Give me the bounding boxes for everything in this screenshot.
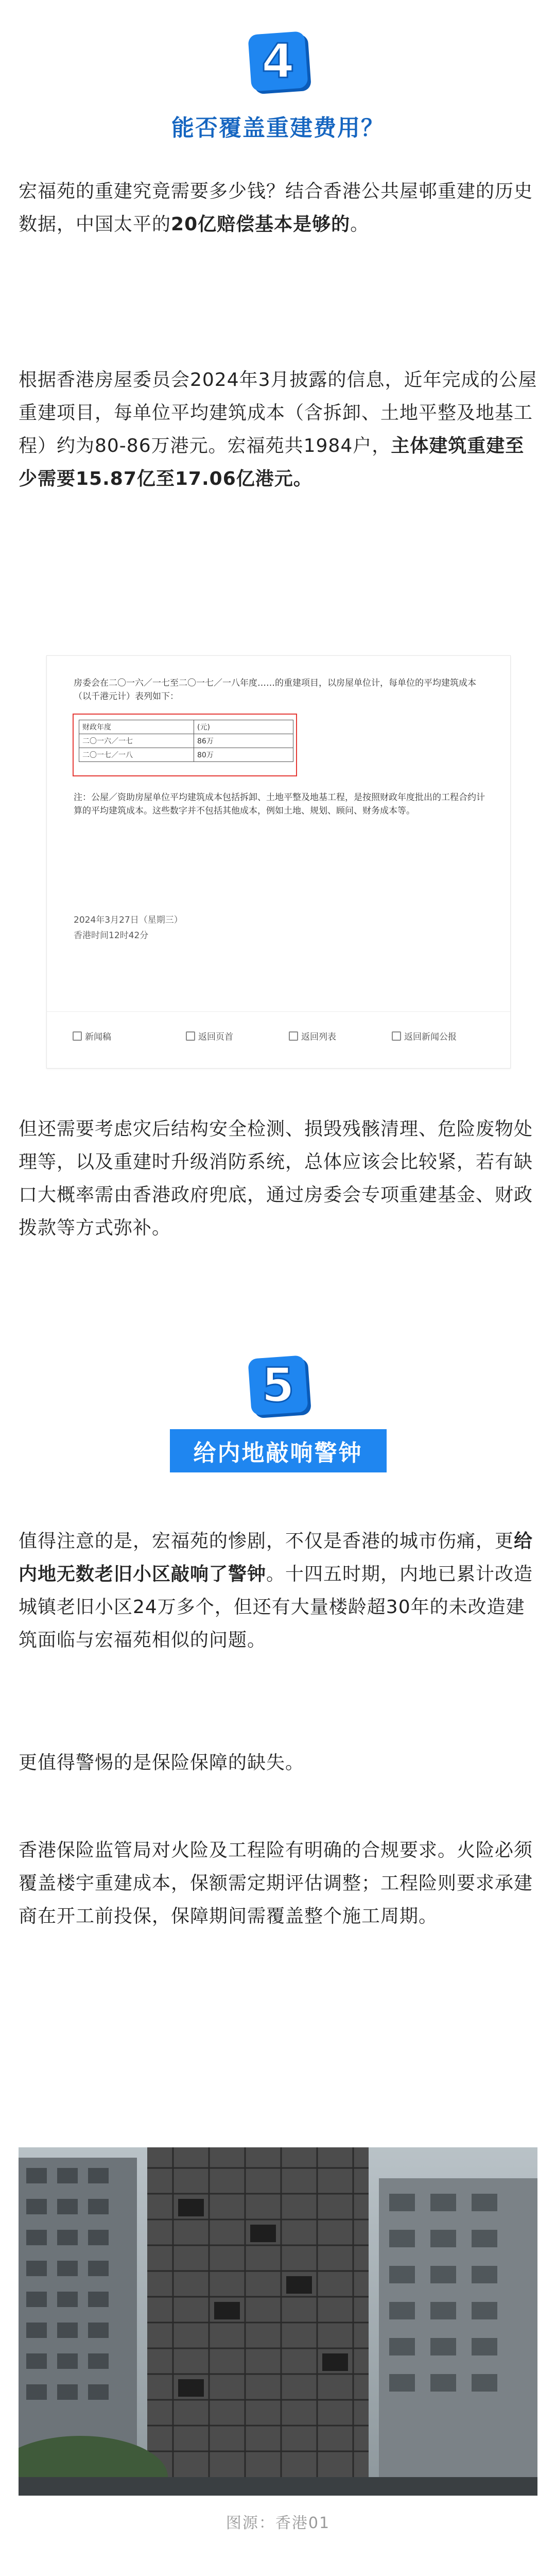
- doc-date: 2024年3月27日（星期三）: [74, 915, 183, 925]
- section-number-badge: [248, 1355, 308, 1416]
- doc-link-list[interactable]: 返回列表: [289, 1029, 336, 1042]
- embedded-document-screenshot: [46, 655, 511, 1069]
- doc-intro: 房委会在二〇一六／一七至二〇一七／一八年度……的重建项目，以房屋单位计，每单位的平均建筑成本（以千港元计）表列如下：: [74, 678, 476, 702]
- paragraph-cost-intro: 宏福苑的重建究竟需要多少钱？结合香港公共屋邨重建的历史数据，中国太平的20亿赔偿基本是够的。: [19, 181, 533, 235]
- bold-text: 主体建筑重建至少需要15.87亿至17.06亿港元。: [19, 435, 525, 489]
- paragraph-insurance-gap: 更值得警惕的是保险保障的缺失。: [19, 1752, 305, 1773]
- photo-caption: 图源：香港01: [225, 2514, 331, 2532]
- section-5-header: [0, 1355, 556, 1472]
- section-title: 能否覆盖重建费用？: [171, 115, 385, 141]
- section-title: 给内地敲响警钟: [170, 1429, 387, 1472]
- section-4-header: [0, 31, 556, 142]
- doc-footer-nav: [47, 1011, 510, 1069]
- news-icon: [392, 1031, 401, 1041]
- table-row: 二〇一六／一七 86万: [79, 734, 293, 748]
- section-number: 4: [261, 33, 294, 89]
- paragraph-additional-costs: 但还需要考虑灾后结构安全检测、损毁残骸清理、危险废物处理等，以及重建时升级消防系统，总体应该会比较紧，若有缺口大概率需由香港政府兜底，通过房委会专项重建基金、财政拨款等方式弥补。: [19, 1118, 533, 1239]
- doc-time: 香港时间12时42分: [74, 930, 149, 941]
- section-number-badge: [248, 31, 308, 92]
- fire-building-photo: [19, 2147, 537, 2496]
- bold-text: 给内地无数老旧小区敲响了警钟: [19, 1531, 533, 1585]
- doc-note: 注：公屋／资助房屋单位平均建筑成本包括拆卸、土地平整及地基工程，是按照财政年度批出的工程合约计算的平均建筑成本。这些数字并不包括其他成本，例如土地、规划、顾问、财务成本等。: [74, 792, 485, 816]
- section-number: 5: [261, 1358, 294, 1413]
- doc-cost-table: [79, 720, 293, 762]
- doc-table-highlight: [73, 714, 297, 776]
- doc-link-news[interactable]: 返回新闻公报: [392, 1029, 457, 1042]
- paragraph-mainland-warning: 值得注意的是，宏福苑的惨剧，不仅是香港的城市伤痛，更给内地无数老旧小区敲响了警钟。十四五时期，内地已累计改造城镇老旧小区24万多个，但还有大量楼龄超30年的未改造建筑面临与宏福苑相似的问题。: [19, 1531, 533, 1651]
- list-icon: [289, 1031, 298, 1041]
- building-photo-illustration: [19, 2147, 537, 2496]
- table-header-row: 财政年度 (元): [79, 720, 293, 734]
- bold-text: 20亿赔偿基本是够的: [171, 214, 351, 235]
- doc-link-press[interactable]: 新闻稿: [73, 1029, 111, 1042]
- arrow-up-icon: [186, 1031, 195, 1041]
- document-icon: [73, 1031, 82, 1041]
- paragraph-housing-authority: 根据香港房屋委员会2024年3月披露的信息，近年完成的公屋重建项目，每单位平均建筑成本（含拆卸、土地平整及地基工程）约为80-86万港元。宏福苑共1984户，主体建筑重建至少需要15.87亿至17.06亿港元。: [19, 369, 537, 489]
- paragraph-hk-insurance-rules: 香港保险监管局对火险及工程险有明确的合规要求。火险必须覆盖楼宇重建成本，保额需定期评估调整；工程险则要求承建商在开工前投保，保障期间需覆盖整个施工周期。: [19, 1840, 533, 1927]
- table-row: 二〇一七／一八 80万: [79, 748, 293, 762]
- doc-link-top[interactable]: 返回页首: [186, 1029, 233, 1042]
